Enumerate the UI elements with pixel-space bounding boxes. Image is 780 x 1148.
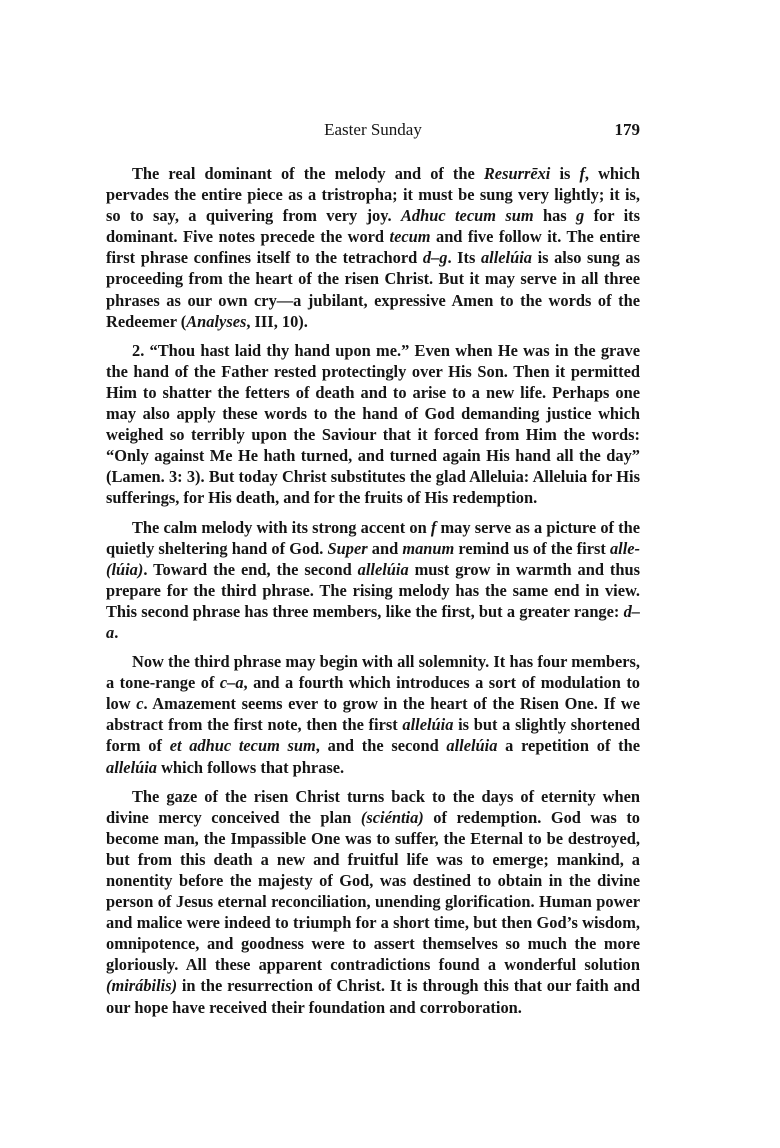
italic-text-run: Analyses bbox=[186, 311, 247, 331]
italic-text-run: Resurrēxi bbox=[483, 164, 551, 183]
text-run: Now the third phrase may begin with all solemnity. It has four members, a tone-range of bbox=[106, 652, 640, 693]
text-run: and bbox=[367, 538, 403, 558]
italic-text-run: f bbox=[579, 164, 585, 183]
text-run: a repetition of the bbox=[497, 736, 640, 756]
paragraph bbox=[106, 651, 640, 778]
italic-text-run: manum bbox=[402, 538, 455, 558]
italic-text-run: allelúia bbox=[106, 757, 157, 777]
italic-text-run: f bbox=[430, 517, 437, 537]
text-run: The real dominant of the melody and of the bbox=[132, 164, 484, 183]
text-run: The gaze of the risen Christ turns back to the days of eternity when divine mercy conceived the plan bbox=[106, 786, 640, 827]
text-run: remind us of the first bbox=[454, 538, 610, 558]
page-header bbox=[106, 118, 640, 142]
text-run: has bbox=[533, 206, 577, 226]
text-run: for its dominant. Five notes precede the word bbox=[106, 206, 640, 247]
text-run: , III, 10). bbox=[246, 311, 308, 331]
text-run: , and a fourth which introduces a sort of modulation to low bbox=[106, 673, 641, 714]
italic-text-run: alle-(lúia) bbox=[106, 538, 640, 579]
text-run: . Its bbox=[447, 248, 481, 268]
paragraph bbox=[106, 786, 640, 1018]
text-run: must grow in warmth and thus prepare for the third phrase. The rising melody has the same end in view. This second phrase has three members, like the first, but a greater range: bbox=[106, 559, 640, 621]
text-run: is bbox=[550, 164, 580, 183]
text-run: of redemption. God was to become man, the Impassible One was to suffer, the Eternal to be destroyed, but from this death a new and fruitful life was to emerge; mankind, a nonentity before the majesty of God, was destined to obtain in the divine person of Jesus eternal reconciliation, unending glorification. Human power and malice were indeed to triumph for a short time, but then God’s wisdom, omnipotence, and goodness were to assert themselves so much the more gloriously. All these apparent contradictions found a wonderful solution bbox=[106, 807, 640, 975]
italic-text-run: Adhuc tecum sum bbox=[401, 206, 534, 226]
italic-text-run: (sciéntia) bbox=[360, 807, 424, 827]
italic-text-run: et adhuc tecum sum bbox=[169, 736, 316, 756]
text-run: . bbox=[114, 622, 119, 642]
text-run: The calm melody with its strong accent on bbox=[132, 517, 431, 537]
italic-text-run: allelúia bbox=[480, 248, 532, 268]
page-number: 179 bbox=[614, 120, 640, 139]
text-run: which follows that phrase. bbox=[157, 757, 345, 777]
text-run: may serve as a picture of the quietly sheltering hand of God. bbox=[106, 517, 640, 558]
paragraph bbox=[106, 340, 640, 509]
italic-text-run: d–a bbox=[106, 601, 640, 642]
italic-text-run: d–g bbox=[422, 248, 448, 268]
paragraph bbox=[106, 163, 640, 332]
italic-text-run: allelúia bbox=[402, 715, 454, 735]
italic-text-run: c–a bbox=[219, 673, 244, 693]
text-run: . Amazement seems ever to grow in the heart of the Risen One. If we abstract from the first note, then the first bbox=[106, 694, 640, 735]
italic-text-run: allelúia bbox=[446, 736, 498, 756]
running-title: Easter Sunday bbox=[324, 120, 422, 139]
text-run: 2. “Thou hast laid thy hand upon me.” Even when He was in the grave the hand of the Father rested protectingly over His Son. Then it permitted Him to shatter the fetters of death and to arise to a new life. Perhaps one may also apply these words to the hand of God demanding justice which weighed so terribly upon the Saviour that it forced from Him the words: “Only against Me He hath turned, and turned again His hand all the day” (Lamen. 3: 3). But today Christ substitutes the glad Alleluia: Alleluia for His sufferings, for His death, and for the fruits of His redemption. bbox=[106, 340, 640, 508]
text-run: , and the second bbox=[315, 736, 447, 756]
body-text bbox=[106, 163, 640, 1018]
paragraph bbox=[106, 517, 640, 644]
text-run: is also sung as proceeding from the heart of the risen Christ. But it may serve in all three phrases as our own cry—a jubilant, expressive Amen to the words of the Redeemer ( bbox=[106, 248, 640, 331]
italic-text-run: g bbox=[576, 206, 585, 226]
text-run: in the resurrection of Christ. It is through this that our faith and our hope have received their foundation and corroboration. bbox=[106, 976, 640, 1017]
italic-text-run: Super bbox=[327, 538, 368, 558]
text-run: is but a slightly shortened form of bbox=[106, 715, 640, 756]
text-run: and five follow it. The entire first phrase confines itself to the tetrachord bbox=[106, 227, 640, 268]
text-run: , which pervades the entire piece as a tristropha; it must be sung very lightly; it is, so to say, a quivering from very joy. bbox=[106, 164, 640, 226]
italic-text-run: tecum bbox=[389, 227, 431, 247]
italic-text-run: c bbox=[136, 694, 144, 714]
italic-text-run: allelúia bbox=[357, 559, 409, 579]
italic-text-run: (mirábilis) bbox=[106, 976, 178, 996]
text-run: . Toward the end, the second bbox=[143, 559, 358, 579]
